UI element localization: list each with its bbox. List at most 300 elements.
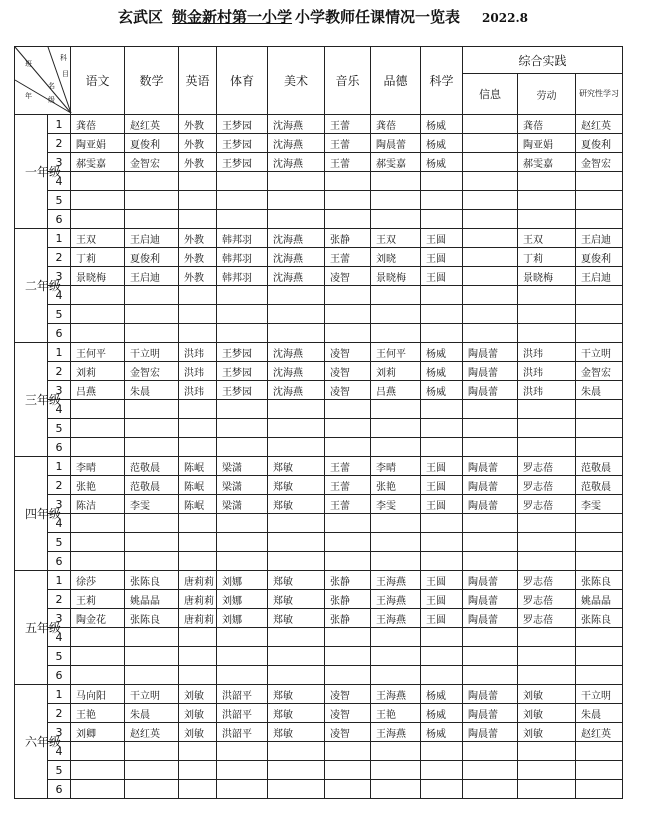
table-row bbox=[15, 628, 623, 647]
corner-label-ji: 级 bbox=[48, 96, 55, 104]
class-number: 6 bbox=[48, 552, 71, 571]
teacher-cell: 杨威 bbox=[421, 115, 463, 134]
corner-label-ban: 班 bbox=[25, 60, 32, 68]
teacher-cell bbox=[217, 666, 268, 685]
teacher-cell: 洪玮 bbox=[518, 381, 576, 400]
teacher-cell bbox=[576, 742, 623, 761]
teacher-cell: 王圆 bbox=[421, 495, 463, 514]
teacher-cell: 郝雯嘉 bbox=[71, 153, 125, 172]
teacher-cell: 徐莎 bbox=[71, 571, 125, 590]
teacher-cell: 张静 bbox=[325, 229, 371, 248]
teacher-cell bbox=[518, 324, 576, 343]
class-number: 1 bbox=[48, 343, 71, 362]
teacher-cell: 张艳 bbox=[371, 476, 421, 495]
class-number: 3 bbox=[48, 609, 71, 628]
teacher-cell bbox=[217, 533, 268, 552]
class-number: 1 bbox=[48, 685, 71, 704]
table-row bbox=[15, 362, 623, 381]
teacher-cell: 王梦园 bbox=[217, 153, 268, 172]
teacher-cell: 王蕾 bbox=[325, 457, 371, 476]
teacher-cell: 洪玮 bbox=[179, 362, 217, 381]
teacher-cell bbox=[217, 324, 268, 343]
class-number: 6 bbox=[48, 780, 71, 799]
teacher-cell bbox=[179, 191, 217, 210]
teacher-cell bbox=[518, 666, 576, 685]
table-row bbox=[15, 685, 623, 704]
teacher-cell: 范敬晨 bbox=[125, 457, 179, 476]
teacher-cell: 罗志蓓 bbox=[518, 609, 576, 628]
teacher-cell: 刘晓 bbox=[371, 248, 421, 267]
teacher-cell: 朱晨 bbox=[576, 704, 623, 723]
teacher-cell bbox=[518, 780, 576, 799]
teacher-cell bbox=[518, 400, 576, 419]
teacher-cell: 王海燕 bbox=[371, 590, 421, 609]
table-row bbox=[15, 552, 623, 571]
district-name: 玄武区 bbox=[118, 8, 164, 26]
teacher-cell: 杨威 bbox=[421, 343, 463, 362]
teacher-cell bbox=[325, 438, 371, 457]
teacher-cell: 王艳 bbox=[71, 704, 125, 723]
teacher-cell bbox=[268, 533, 325, 552]
class-number: 3 bbox=[48, 381, 71, 400]
class-number: 3 bbox=[48, 153, 71, 172]
teacher-cell bbox=[125, 552, 179, 571]
teacher-cell: 郑敏 bbox=[268, 685, 325, 704]
teacher-cell bbox=[371, 761, 421, 780]
table-row bbox=[15, 704, 623, 723]
teacher-cell: 郑敏 bbox=[268, 495, 325, 514]
teacher-cell bbox=[217, 438, 268, 457]
grade-label bbox=[15, 571, 62, 685]
teacher-cell bbox=[71, 324, 125, 343]
teacher-cell bbox=[179, 666, 217, 685]
teacher-cell bbox=[463, 666, 518, 685]
teacher-cell bbox=[421, 400, 463, 419]
teacher-cell bbox=[125, 172, 179, 191]
teacher-cell: 张静 bbox=[325, 571, 371, 590]
teacher-cell: 王梦园 bbox=[217, 134, 268, 153]
teacher-cell: 干立明 bbox=[576, 685, 623, 704]
teacher-cell bbox=[371, 742, 421, 761]
teacher-cell bbox=[71, 533, 125, 552]
teacher-cell bbox=[217, 172, 268, 191]
teacher-cell bbox=[421, 761, 463, 780]
teacher-cell: 范敬晨 bbox=[125, 476, 179, 495]
teacher-cell: 陶晨蕾 bbox=[463, 476, 518, 495]
teacher-cell bbox=[179, 400, 217, 419]
teacher-cell bbox=[463, 191, 518, 210]
teacher-cell bbox=[125, 419, 179, 438]
teacher-cell: 吕燕 bbox=[371, 381, 421, 400]
teacher-cell: 沈海燕 bbox=[268, 134, 325, 153]
teacher-cell bbox=[71, 305, 125, 324]
teacher-cell bbox=[371, 210, 421, 229]
teacher-cell bbox=[71, 761, 125, 780]
teacher-cell bbox=[463, 115, 518, 134]
teacher-cell bbox=[325, 419, 371, 438]
teacher-cell bbox=[421, 552, 463, 571]
teacher-cell: 王双 bbox=[518, 229, 576, 248]
teacher-cell: 王梦园 bbox=[217, 381, 268, 400]
grade-label-text: 四年级 bbox=[25, 506, 62, 521]
teacher-cell bbox=[518, 210, 576, 229]
teacher-cell: 罗志蓓 bbox=[518, 457, 576, 476]
teacher-cell bbox=[518, 742, 576, 761]
teacher-cell bbox=[71, 647, 125, 666]
teacher-cell bbox=[268, 210, 325, 229]
teacher-cell bbox=[371, 666, 421, 685]
teacher-cell: 外教 bbox=[179, 229, 217, 248]
teacher-cell: 姚晶晶 bbox=[125, 590, 179, 609]
teacher-cell: 韩邦羽 bbox=[217, 229, 268, 248]
teacher-cell: 刘敏 bbox=[518, 685, 576, 704]
teacher-cell: 王启迪 bbox=[125, 229, 179, 248]
class-number: 5 bbox=[48, 533, 71, 552]
table-row bbox=[15, 172, 623, 191]
teacher-cell bbox=[371, 438, 421, 457]
teacher-cell bbox=[125, 666, 179, 685]
teacher-cell: 赵红英 bbox=[125, 115, 179, 134]
teacher-cell bbox=[125, 305, 179, 324]
teacher-cell bbox=[125, 628, 179, 647]
teacher-cell bbox=[371, 533, 421, 552]
teacher-cell: 杨威 bbox=[421, 134, 463, 153]
teacher-cell bbox=[518, 514, 576, 533]
teacher-cell: 朱晨 bbox=[576, 381, 623, 400]
teacher-cell bbox=[71, 400, 125, 419]
teacher-cell: 王圆 bbox=[421, 267, 463, 286]
teacher-cell: 陶亚娟 bbox=[71, 134, 125, 153]
teacher-cell bbox=[217, 647, 268, 666]
teacher-cell bbox=[421, 210, 463, 229]
teacher-cell bbox=[125, 761, 179, 780]
teacher-cell: 杨威 bbox=[421, 153, 463, 172]
teacher-cell: 王梦园 bbox=[217, 343, 268, 362]
teacher-cell bbox=[71, 666, 125, 685]
class-number: 3 bbox=[48, 723, 71, 742]
teacher-cell: 龚蓓 bbox=[371, 115, 421, 134]
teacher-cell: 张陈良 bbox=[576, 571, 623, 590]
teacher-cell bbox=[268, 647, 325, 666]
teacher-cell: 罗志蓓 bbox=[518, 590, 576, 609]
class-number: 4 bbox=[48, 514, 71, 533]
teacher-cell: 马向阳 bbox=[71, 685, 125, 704]
teacher-cell: 韩邦羽 bbox=[217, 248, 268, 267]
teacher-cell: 洪玮 bbox=[179, 343, 217, 362]
table-row bbox=[15, 647, 623, 666]
teacher-cell: 王蕾 bbox=[325, 153, 371, 172]
teacher-cell bbox=[268, 666, 325, 685]
class-number: 2 bbox=[48, 704, 71, 723]
grade-label-text: 一年级 bbox=[25, 164, 62, 179]
grade-label bbox=[15, 229, 62, 343]
teacher-cell bbox=[518, 533, 576, 552]
teacher-cell bbox=[125, 514, 179, 533]
teacher-cell bbox=[125, 400, 179, 419]
teacher-cell: 张陈良 bbox=[576, 609, 623, 628]
table-row bbox=[15, 286, 623, 305]
teacher-cell bbox=[217, 780, 268, 799]
teacher-cell: 王莉 bbox=[71, 590, 125, 609]
teacher-cell bbox=[463, 761, 518, 780]
table-row bbox=[15, 571, 623, 590]
teacher-cell: 干立明 bbox=[125, 685, 179, 704]
teacher-cell bbox=[576, 780, 623, 799]
teacher-cell bbox=[179, 324, 217, 343]
teacher-cell: 陶晨蕾 bbox=[463, 571, 518, 590]
teacher-cell: 赵红英 bbox=[576, 115, 623, 134]
teacher-cell bbox=[325, 286, 371, 305]
teacher-cell bbox=[371, 191, 421, 210]
table-row bbox=[15, 153, 623, 172]
teacher-cell bbox=[325, 191, 371, 210]
teacher-cell: 陈岷 bbox=[179, 476, 217, 495]
teacher-cell bbox=[125, 533, 179, 552]
subject-header: 体育 bbox=[217, 47, 268, 115]
teacher-cell: 夏俊利 bbox=[576, 248, 623, 267]
teacher-cell bbox=[217, 552, 268, 571]
teacher-cell: 刘敏 bbox=[518, 723, 576, 742]
teacher-cell: 范敬晨 bbox=[576, 457, 623, 476]
teacher-cell: 郑敏 bbox=[268, 457, 325, 476]
teacher-cell: 外教 bbox=[179, 134, 217, 153]
teacher-cell: 外教 bbox=[179, 115, 217, 134]
teacher-cell: 张艳 bbox=[71, 476, 125, 495]
class-number: 3 bbox=[48, 495, 71, 514]
teacher-cell bbox=[421, 647, 463, 666]
teacher-cell bbox=[463, 134, 518, 153]
teacher-cell bbox=[576, 324, 623, 343]
teacher-cell bbox=[325, 666, 371, 685]
teacher-cell bbox=[268, 780, 325, 799]
teacher-cell: 凌智 bbox=[325, 381, 371, 400]
table-row bbox=[15, 590, 623, 609]
teacher-cell: 王海燕 bbox=[371, 571, 421, 590]
grade-label bbox=[15, 343, 62, 457]
teacher-cell bbox=[576, 628, 623, 647]
teacher-cell bbox=[125, 191, 179, 210]
teacher-cell bbox=[325, 172, 371, 191]
teacher-cell bbox=[371, 400, 421, 419]
teacher-cell bbox=[71, 210, 125, 229]
teacher-cell: 沈海燕 bbox=[268, 362, 325, 381]
teacher-cell: 杨威 bbox=[421, 381, 463, 400]
teacher-cell: 郑敏 bbox=[268, 723, 325, 742]
teacher-cell bbox=[518, 286, 576, 305]
teacher-cell: 郑敏 bbox=[268, 609, 325, 628]
teacher-cell bbox=[179, 286, 217, 305]
teacher-cell bbox=[217, 191, 268, 210]
teacher-cell bbox=[371, 647, 421, 666]
teacher-cell bbox=[325, 647, 371, 666]
class-number: 4 bbox=[48, 172, 71, 191]
teacher-cell bbox=[463, 780, 518, 799]
teacher-cell bbox=[268, 172, 325, 191]
teacher-cell: 刘卿 bbox=[71, 723, 125, 742]
table-row bbox=[15, 723, 623, 742]
teacher-cell bbox=[421, 324, 463, 343]
teacher-cell bbox=[518, 419, 576, 438]
teacher-cell bbox=[463, 210, 518, 229]
teacher-cell bbox=[463, 286, 518, 305]
practice-group-header: 综合实践 bbox=[463, 47, 623, 74]
teacher-cell bbox=[518, 191, 576, 210]
class-number: 5 bbox=[48, 419, 71, 438]
teacher-cell: 陶晨蕾 bbox=[463, 704, 518, 723]
table-row bbox=[15, 457, 623, 476]
teacher-cell bbox=[576, 210, 623, 229]
teacher-cell bbox=[371, 419, 421, 438]
teacher-cell bbox=[125, 438, 179, 457]
teacher-cell bbox=[217, 305, 268, 324]
teacher-cell bbox=[463, 305, 518, 324]
teacher-cell bbox=[421, 780, 463, 799]
teacher-cell: 刘敏 bbox=[518, 704, 576, 723]
teacher-cell bbox=[179, 210, 217, 229]
teacher-cell bbox=[268, 628, 325, 647]
teacher-cell: 韩邦羽 bbox=[217, 267, 268, 286]
teacher-cell: 金智宏 bbox=[576, 362, 623, 381]
teacher-cell bbox=[268, 742, 325, 761]
teacher-cell bbox=[71, 742, 125, 761]
teacher-cell bbox=[179, 533, 217, 552]
table-row bbox=[15, 761, 623, 780]
teacher-cell: 王海燕 bbox=[371, 609, 421, 628]
teacher-cell bbox=[268, 438, 325, 457]
teacher-cell bbox=[421, 172, 463, 191]
teacher-cell: 罗志蓓 bbox=[518, 495, 576, 514]
teacher-cell bbox=[518, 438, 576, 457]
teacher-cell bbox=[421, 438, 463, 457]
teacher-cell bbox=[325, 210, 371, 229]
teacher-cell: 王双 bbox=[371, 229, 421, 248]
teacher-cell: 陶晨蕾 bbox=[463, 685, 518, 704]
class-number: 2 bbox=[48, 248, 71, 267]
teacher-cell: 杨威 bbox=[421, 704, 463, 723]
subject-header: 语文 bbox=[71, 47, 125, 115]
teacher-cell: 杨威 bbox=[421, 685, 463, 704]
teacher-cell: 沈海燕 bbox=[268, 229, 325, 248]
teacher-cell bbox=[463, 628, 518, 647]
teacher-cell: 凌智 bbox=[325, 704, 371, 723]
teacher-cell: 赵红英 bbox=[125, 723, 179, 742]
grade-label bbox=[15, 457, 62, 571]
teacher-cell: 陶晨蕾 bbox=[463, 457, 518, 476]
teacher-cell: 王圆 bbox=[421, 457, 463, 476]
teacher-cell bbox=[125, 324, 179, 343]
grade-label-text: 二年级 bbox=[25, 278, 62, 293]
teacher-cell: 金智宏 bbox=[125, 153, 179, 172]
teacher-cell: 陶晨蕾 bbox=[463, 723, 518, 742]
teacher-cell bbox=[268, 761, 325, 780]
teacher-cell bbox=[268, 324, 325, 343]
teacher-cell bbox=[576, 172, 623, 191]
class-number: 1 bbox=[48, 457, 71, 476]
teacher-cell bbox=[463, 172, 518, 191]
grade-label-text: 三年级 bbox=[25, 392, 62, 407]
table-row bbox=[15, 609, 623, 628]
page-title bbox=[0, 6, 646, 30]
teacher-cell: 刘娜 bbox=[217, 609, 268, 628]
teacher-cell bbox=[179, 628, 217, 647]
class-number: 5 bbox=[48, 191, 71, 210]
teacher-cell: 干立明 bbox=[125, 343, 179, 362]
table-row bbox=[15, 210, 623, 229]
teacher-cell bbox=[371, 628, 421, 647]
teacher-cell bbox=[179, 438, 217, 457]
teacher-cell bbox=[71, 419, 125, 438]
teacher-cell: 洪韶平 bbox=[217, 704, 268, 723]
teacher-cell bbox=[268, 191, 325, 210]
teacher-cell: 王启迪 bbox=[576, 229, 623, 248]
teacher-cell: 王梦园 bbox=[217, 115, 268, 134]
teacher-cell bbox=[463, 229, 518, 248]
teacher-cell bbox=[576, 400, 623, 419]
class-number: 4 bbox=[48, 400, 71, 419]
teacher-cell: 洪玮 bbox=[518, 362, 576, 381]
teacher-cell bbox=[71, 628, 125, 647]
teacher-cell: 王海燕 bbox=[371, 723, 421, 742]
teacher-cell: 龚蓓 bbox=[518, 115, 576, 134]
table-row bbox=[15, 381, 623, 400]
teacher-cell bbox=[125, 286, 179, 305]
teacher-cell: 郑敏 bbox=[268, 590, 325, 609]
teacher-cell: 王何平 bbox=[371, 343, 421, 362]
teacher-cell bbox=[71, 552, 125, 571]
teacher-cell bbox=[371, 172, 421, 191]
teacher-cell: 王蕾 bbox=[325, 248, 371, 267]
teacher-cell: 张静 bbox=[325, 609, 371, 628]
teacher-cell bbox=[421, 286, 463, 305]
teacher-cell bbox=[463, 267, 518, 286]
subject-header: 音乐 bbox=[325, 47, 371, 115]
table-row bbox=[15, 305, 623, 324]
teacher-schedule-table bbox=[14, 46, 623, 799]
teacher-cell: 王圆 bbox=[421, 229, 463, 248]
teacher-cell: 王启迪 bbox=[576, 267, 623, 286]
teacher-cell: 朱晨 bbox=[125, 704, 179, 723]
practice-sub-header: 劳动 bbox=[518, 74, 576, 115]
teacher-cell: 梁潇 bbox=[217, 476, 268, 495]
teacher-cell bbox=[421, 742, 463, 761]
teacher-cell bbox=[576, 191, 623, 210]
teacher-cell: 陈岷 bbox=[179, 457, 217, 476]
teacher-cell: 陈岷 bbox=[179, 495, 217, 514]
table-title: 小学教师任课情况一览表 bbox=[295, 8, 461, 26]
class-number: 6 bbox=[48, 438, 71, 457]
teacher-cell bbox=[268, 514, 325, 533]
teacher-cell: 沈海燕 bbox=[268, 381, 325, 400]
teacher-cell bbox=[325, 305, 371, 324]
table-row bbox=[15, 324, 623, 343]
teacher-cell bbox=[325, 628, 371, 647]
teacher-cell bbox=[421, 628, 463, 647]
corner-label-ke: 科 bbox=[60, 54, 67, 62]
table-row bbox=[15, 400, 623, 419]
teacher-cell: 王圆 bbox=[421, 609, 463, 628]
teacher-cell bbox=[421, 419, 463, 438]
teacher-cell: 李晴 bbox=[371, 457, 421, 476]
table-row bbox=[15, 134, 623, 153]
teacher-cell: 沈海燕 bbox=[268, 115, 325, 134]
teacher-cell: 王梦园 bbox=[217, 362, 268, 381]
teacher-cell: 沈海燕 bbox=[268, 343, 325, 362]
teacher-cell: 王双 bbox=[71, 229, 125, 248]
teacher-cell bbox=[371, 514, 421, 533]
class-number: 2 bbox=[48, 476, 71, 495]
class-number: 2 bbox=[48, 362, 71, 381]
teacher-cell bbox=[576, 438, 623, 457]
